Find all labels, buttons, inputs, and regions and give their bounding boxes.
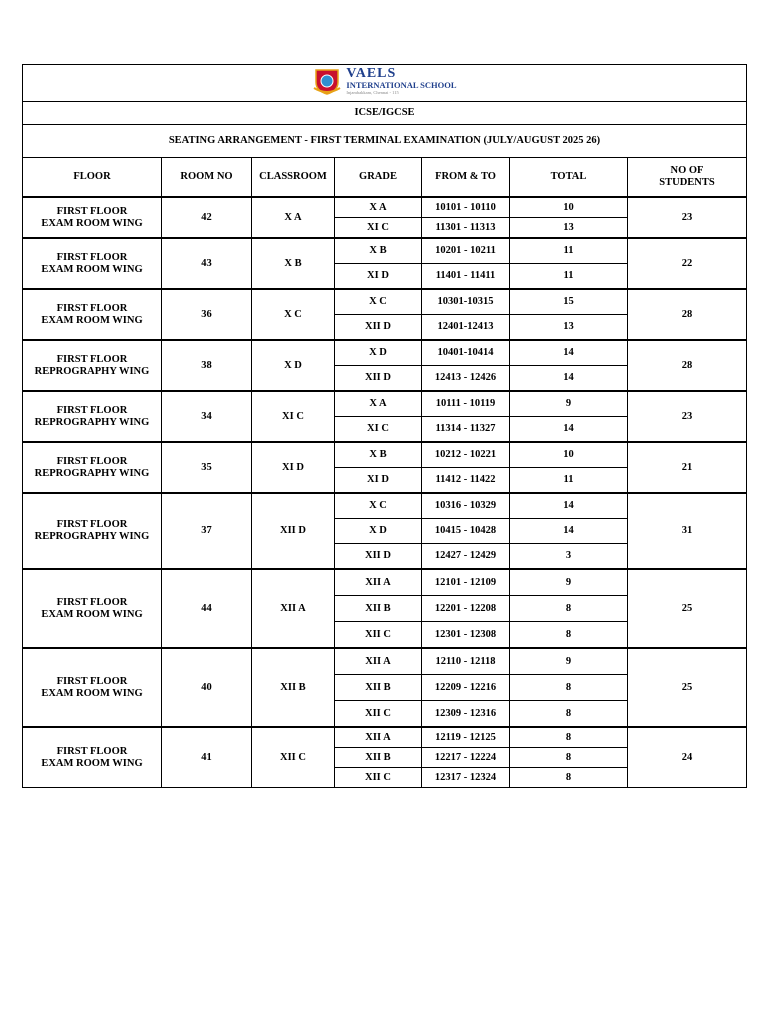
total-cell [510,442,628,468]
students-count-cell-text: 28 [681,359,693,371]
classroom-cell-text: X A [284,211,302,223]
classroom-cell [252,340,335,391]
document-title: SEATING ARRANGEMENT - FIRST TERMINAL EXAMINATION (JULY/AUGUST 2025 26) [23,125,747,158]
grade-cell [335,315,422,341]
grade-cell [335,289,422,315]
students-count-cell-text: 25 [681,602,693,614]
total-cell-text: 11 [563,270,574,281]
range-cell [422,417,510,443]
grade-cell-text: X A [369,398,387,409]
room-no-cell [162,727,252,788]
grade-cell-text: X C [369,500,387,511]
grade-cell-text: X D [369,525,387,536]
range-cell-text: 12201 - 12208 [434,602,497,614]
range-cell [422,748,510,768]
column-header-classroom: CLASSROOM [252,158,335,198]
grade-cell [335,768,422,788]
room-no-cell [162,340,252,391]
room-no-cell-text: 44 [201,602,212,614]
students-count-cell [628,289,747,340]
wing-name: EXAM ROOM WING [41,217,143,229]
grade-cell-text: X A [369,201,387,213]
classroom-cell-text: XII D [280,525,306,536]
total-cell-text: 13 [563,321,574,332]
total-cell [510,569,628,596]
seating-table [22,64,747,788]
total-cell [510,544,628,570]
logo-cell [23,65,747,102]
total-cell-text: 3 [565,550,572,561]
total-cell-text: 8 [565,751,572,763]
floor-name: FIRST FLOOR [56,302,128,314]
total-cell-text: 8 [565,731,572,743]
column-header-grade: GRADE [335,158,422,198]
wing-name: REPROGRAPHY WING [34,416,150,428]
grade-cell [335,391,422,417]
students-count-cell-text: 21 [681,461,693,473]
range-cell [422,493,510,519]
grade-cell [335,596,422,622]
grade-cell-text: XII D [365,372,391,383]
grade-cell [335,675,422,701]
table-row [23,238,747,264]
range-cell-text: 10101 - 10110 [435,201,496,213]
room-no-cell-text: 40 [201,681,212,693]
grade-cell [335,569,422,596]
grade-cell [335,417,422,443]
range-cell-text: 10415 - 10428 [434,525,497,536]
classroom-cell [252,197,335,238]
grade-cell [335,197,422,218]
students-count-cell [628,569,747,648]
classroom-cell-text: XI D [282,461,304,473]
classroom-cell [252,238,335,289]
floor-name: FIRST FLOOR [56,675,128,687]
range-cell [422,315,510,341]
wing-name: EXAM ROOM WING [41,687,143,699]
total-cell [510,289,628,315]
total-cell [510,675,628,701]
school-logo [312,66,456,96]
range-cell-text: 11412 - 11422 [435,474,496,485]
room-no-cell-text: 43 [201,257,212,269]
total-cell [510,197,628,218]
room-no-cell-text: 38 [201,359,212,371]
table-row [23,289,747,315]
grade-cell [335,442,422,468]
floor-cell [23,442,162,493]
seating-sheet [22,64,746,788]
classroom-cell [252,391,335,442]
range-cell [422,468,510,494]
grade-cell-text: XII C [365,628,391,640]
range-cell-text: 12317 - 12324 [434,771,497,783]
room-no-cell [162,569,252,648]
students-count-cell [628,648,747,727]
grade-cell [335,493,422,519]
students-count-cell-text: 23 [681,211,693,223]
floor-name: FIRST FLOOR [56,519,128,530]
grade-cell-text: X C [369,296,387,307]
grade-cell-text: XII C [365,707,391,719]
room-no-cell [162,197,252,238]
grade-cell [335,748,422,768]
total-cell-text: 8 [565,602,572,614]
range-cell-text: 12217 - 12224 [434,751,497,763]
range-cell-text: 12110 - 12118 [435,655,496,667]
school-name: VAELS [346,65,397,81]
floor-name: FIRST FLOOR [56,596,128,608]
range-cell-text: 11401 - 11411 [435,270,496,281]
grade-cell [335,218,422,239]
floor-cell [23,727,162,788]
range-cell-text: 12209 - 12216 [434,681,497,693]
range-cell-text: 12309 - 12316 [434,707,497,719]
students-count-cell [628,391,747,442]
range-cell-text: 10201 - 10211 [435,245,496,256]
classroom-cell-text: XII C [280,751,306,763]
grade-cell-text: XII A [365,655,391,667]
grade-cell [335,238,422,264]
range-cell-text: 10111 - 10119 [435,398,496,409]
range-cell [422,701,510,728]
range-cell-text: 10212 - 10221 [434,449,497,460]
grade-cell-text: XII B [365,681,391,693]
students-count-cell-text: 31 [681,525,693,536]
school-crest-icon [312,66,342,96]
range-cell [422,289,510,315]
floor-cell [23,493,162,569]
table-row [23,391,747,417]
range-cell [422,264,510,290]
table-row [23,569,747,596]
school-subtitle: INTERNATIONAL SCHOOL [346,79,457,90]
room-no-cell-text: 36 [201,308,212,320]
total-cell-text: 14 [563,347,574,358]
floor-name: FIRST FLOOR [56,205,128,217]
grade-cell [335,519,422,544]
grade-cell [335,701,422,728]
room-no-cell-text: 35 [201,461,212,473]
total-cell-text: 11 [563,245,574,256]
total-cell [510,748,628,768]
total-cell [510,315,628,341]
range-cell [422,648,510,675]
classroom-cell-text: XII A [280,602,306,614]
range-cell-text: 11301 - 11313 [435,221,496,233]
classroom-cell-text: XII B [280,681,306,693]
range-cell [422,366,510,392]
range-cell [422,675,510,701]
column-header-floor: FLOOR [23,158,162,198]
grade-cell [335,468,422,494]
room-no-cell-text: 34 [201,410,212,422]
grade-cell-text: XI D [367,270,389,281]
total-cell [510,727,628,748]
total-cell [510,493,628,519]
floor-name: FIRST FLOOR [56,404,128,416]
room-no-cell-text: 41 [201,751,212,763]
range-cell [422,391,510,417]
grade-cell-text: XII A [365,731,391,743]
total-cell [510,701,628,728]
room-no-cell-text: 42 [201,211,212,223]
range-cell-text: 12427 - 12429 [434,550,497,561]
total-cell-text: 14 [563,525,574,536]
students-count-cell-text: 23 [681,410,693,422]
range-cell-text: 10301-10315 [437,296,494,307]
total-cell-text: 11 [563,474,574,485]
total-cell-text: 9 [565,576,572,588]
room-no-cell [162,391,252,442]
range-cell-text: 12101 - 12109 [434,576,497,588]
column-header-total: TOTAL [510,158,628,198]
range-cell [422,544,510,570]
total-cell-text: 14 [563,372,574,383]
floor-cell [23,197,162,238]
range-cell [422,519,510,544]
floor-name: FIRST FLOOR [56,251,128,263]
floor-name: FIRST FLOOR [56,353,128,365]
total-cell-text: 8 [565,707,572,719]
total-cell [510,391,628,417]
grade-cell-text: XI C [367,221,389,233]
room-no-cell [162,648,252,727]
table-row [23,727,747,748]
students-count-cell [628,197,747,238]
students-count-cell [628,340,747,391]
wing-name: EXAM ROOM WING [41,608,143,620]
total-cell-text: 15 [563,296,574,307]
classroom-cell [252,493,335,569]
wing-name: REPROGRAPHY WING [34,467,150,479]
grade-cell [335,264,422,290]
total-cell [510,648,628,675]
total-cell [510,340,628,366]
range-cell [422,727,510,748]
grade-cell-text: XII A [365,576,391,588]
total-cell [510,596,628,622]
grade-cell [335,727,422,748]
table-row [23,648,747,675]
classroom-cell-text: X B [284,257,302,269]
range-cell [422,238,510,264]
floor-cell [23,238,162,289]
range-cell-text: 11314 - 11327 [435,423,496,434]
classroom-cell [252,727,335,788]
column-header-row [23,158,747,198]
grade-cell-text: XI D [367,474,389,485]
column-header-room-no: ROOM NO [162,158,252,198]
column-header-from-to: FROM & TO [422,158,510,198]
range-cell-text: 12413 - 12426 [434,372,497,383]
school-tagline: Injambakkam, Chennai - 115 [346,89,399,95]
classroom-cell [252,289,335,340]
grade-cell-text: XII D [365,550,391,561]
table-row [23,340,747,366]
board-label: ICSE/IGCSE [23,102,747,125]
students-count-cell-text: 25 [681,681,693,693]
range-cell-text: 10401-10414 [437,347,494,358]
total-cell [510,218,628,239]
column-header-no-of-students: NO OF STUDENTS [628,158,747,198]
range-cell-text: 12301 - 12308 [434,628,497,640]
total-cell [510,238,628,264]
range-cell [422,622,510,649]
grade-cell [335,366,422,392]
total-cell [510,468,628,494]
grade-cell-text: XII D [365,321,391,332]
grade-cell [335,544,422,570]
total-cell-text: 8 [565,771,572,783]
range-cell [422,768,510,788]
floor-name: FIRST FLOOR [56,455,128,467]
students-count-cell-text: 28 [681,308,693,320]
grade-cell-text: XI C [367,423,389,434]
floor-name: FIRST FLOOR [56,745,128,757]
grade-cell-text: X B [369,245,387,256]
grade-cell-text: X B [369,449,387,460]
total-cell-text: 9 [565,398,572,409]
room-no-cell [162,289,252,340]
floor-cell [23,391,162,442]
wing-name: EXAM ROOM WING [41,314,143,326]
table-row [23,197,747,218]
grade-cell-text: XII C [365,771,391,783]
floor-cell [23,569,162,648]
total-cell [510,264,628,290]
range-cell [422,442,510,468]
total-cell [510,366,628,392]
grade-cell-text: XII B [365,751,391,763]
wing-name: REPROGRAPHY WING [34,531,150,542]
classroom-cell [252,442,335,493]
students-count-cell-text: 24 [681,751,693,763]
total-cell-text: 13 [563,221,574,233]
wing-name: REPROGRAPHY WING [34,365,150,377]
total-cell-text: 9 [565,655,572,667]
total-cell-text: 8 [565,681,572,693]
total-cell-text: 14 [563,500,574,511]
classroom-cell-text: X D [284,359,302,371]
floor-cell [23,340,162,391]
classroom-cell-text: X C [284,308,302,320]
grade-cell [335,340,422,366]
students-count-cell [628,442,747,493]
grade-cell [335,622,422,649]
grade-cell-text: XII B [365,602,391,614]
range-cell [422,596,510,622]
classroom-cell [252,648,335,727]
grade-cell-text: X D [369,347,387,358]
room-no-cell [162,493,252,569]
total-cell-text: 14 [563,423,574,434]
range-cell-text: 12401-12413 [437,321,494,332]
total-cell [510,519,628,544]
room-no-cell [162,238,252,289]
students-count-cell [628,493,747,569]
classroom-cell-text: XI C [282,410,304,422]
range-cell-text: 12119 - 12125 [435,731,496,743]
range-cell [422,218,510,239]
total-cell [510,768,628,788]
students-count-cell-text: 22 [681,257,693,269]
total-cell-text: 10 [563,449,574,460]
floor-cell [23,289,162,340]
students-count-cell [628,727,747,788]
grade-cell [335,648,422,675]
total-cell-text: 8 [565,628,572,640]
range-cell [422,197,510,218]
range-cell-text: 10316 - 10329 [434,500,497,511]
room-no-cell-text: 37 [201,525,212,536]
students-count-cell [628,238,747,289]
table-row [23,493,747,519]
table-row [23,442,747,468]
total-cell [510,622,628,649]
classroom-cell [252,569,335,648]
wing-name: EXAM ROOM WING [41,263,143,275]
floor-cell [23,648,162,727]
total-cell [510,417,628,443]
range-cell [422,569,510,596]
range-cell [422,340,510,366]
total-cell-text: 10 [563,201,574,213]
room-no-cell [162,442,252,493]
wing-name: EXAM ROOM WING [41,757,143,769]
